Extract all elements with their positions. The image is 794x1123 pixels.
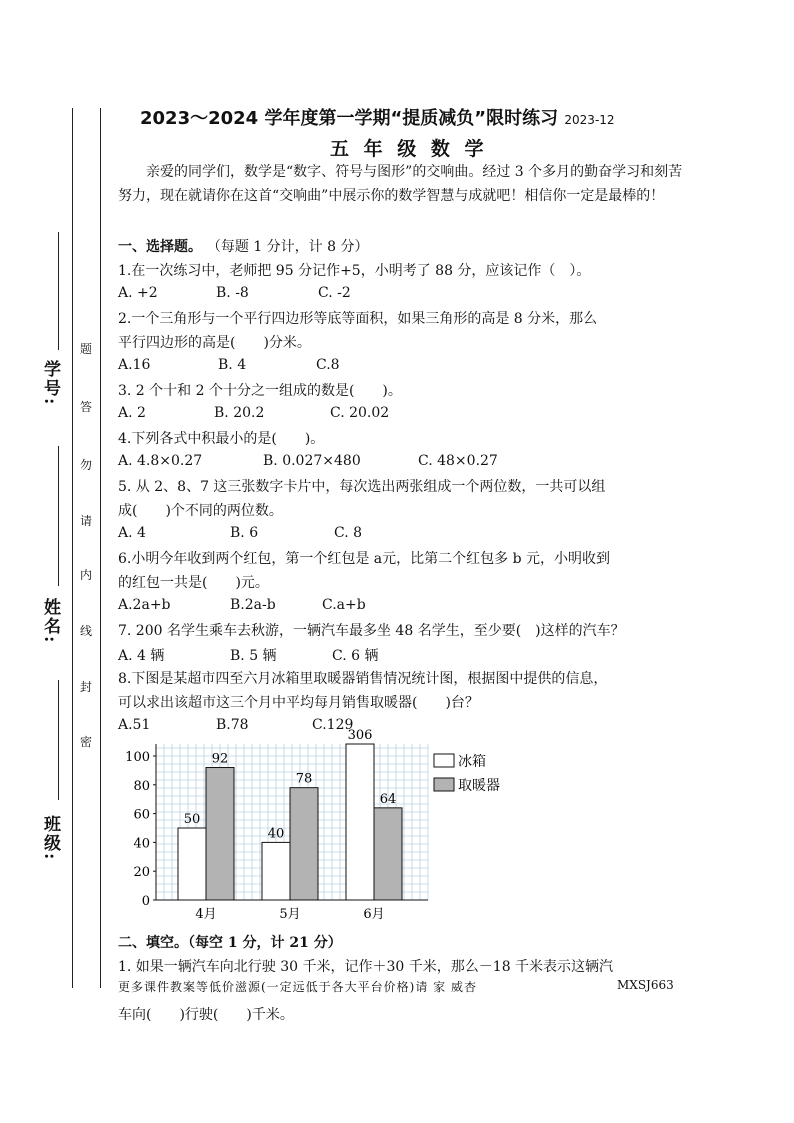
- legend-swatch: [434, 778, 454, 791]
- fill-question-1-line2: 车向( )行驶( )千米。: [118, 1007, 294, 1023]
- section2-title: 二、填空。（每空 1 分，计 21 分）: [118, 935, 342, 951]
- legend-label: 取暖器: [458, 778, 500, 794]
- option: A. 4 辆: [118, 648, 165, 664]
- seal-char: 勿: [80, 458, 93, 472]
- question-7: 7. 200 名学生乘车去秋游，一辆汽车最多坐 48 名学生，至少要( )这样的汽车？: [118, 623, 625, 639]
- y-tick-label: 20: [133, 865, 150, 881]
- seal-char: 封: [80, 680, 93, 694]
- x-tick-label: 5月: [279, 907, 301, 922]
- question-8-line2: 可以求出该超市这三个月中平均每月销售取暖器( )台？: [118, 695, 479, 711]
- binding-line-outer: [72, 108, 73, 988]
- question-8-line1: 8.下图是某超市四至六月冰箱里取暖器销售情况统计图，根据图中提供的信息，: [118, 671, 608, 687]
- binding-line-inner: [100, 108, 101, 988]
- section1-note: （每题 1 分计，计 8 分）: [206, 239, 369, 255]
- question-2-line1: 2.一个三角形与一个平行四边形等底等面积，如果三角形的高是 8 分米，那么: [118, 311, 598, 327]
- bar-heater: [206, 768, 234, 900]
- question-4-options: [118, 453, 498, 469]
- question-1: 1.在一次练习中，老师把 95 分记作+5，小明考了 88 分，应该记作（ ）。: [118, 263, 591, 279]
- option: B. -8: [216, 285, 249, 301]
- question-6-line2: 的红包一共是( )元。: [118, 575, 269, 591]
- seal-char: 请: [80, 514, 93, 528]
- bar-fridge: [346, 744, 374, 900]
- x-tick-label: 4月: [195, 907, 217, 922]
- bar-value-label: 50: [183, 812, 201, 827]
- question-5-line1: 5. 从 2、8、7 这三张数字卡片中，每次选出两张组成一个两位数，一共可以组: [118, 479, 606, 495]
- question-6-line1: 6.小明今年收到两个红包，第一个红包是 a元，比第二个红包多 b 元，小明收到: [118, 551, 611, 567]
- bar-heater: [374, 808, 402, 900]
- section1-header: [118, 236, 369, 256]
- option: B.78: [216, 717, 249, 733]
- question-3: 3. 2 个十和 2 个十分之一组成的数是( )。: [118, 383, 402, 399]
- question-7-options: [118, 645, 378, 665]
- seal-char: 线: [80, 624, 93, 638]
- name-underline: [58, 446, 59, 586]
- section1-title: 一、选择题。: [118, 239, 202, 255]
- question-2-line2: 平行四边形的高是( )分米。: [118, 335, 311, 351]
- option: C. 20.02: [330, 405, 390, 421]
- bar-value-label: 306: [347, 728, 373, 743]
- bar-value-label: 78: [295, 771, 313, 787]
- bar-value-label: 40: [267, 826, 285, 842]
- question-3-options: [118, 405, 389, 421]
- option: A.16: [118, 357, 151, 373]
- seal-char: 答: [80, 400, 93, 414]
- exam-subject: 五 年 级 数 学: [330, 138, 488, 160]
- option: C. 6 辆: [332, 648, 379, 664]
- option: B. 6: [230, 525, 259, 541]
- option: A. 4: [118, 525, 146, 541]
- option: B. 20.2: [214, 405, 265, 421]
- bar-value-label: 92: [211, 751, 229, 767]
- exam-title-text: 2023～2024 学年度第一学期“提质减负”限时练习: [140, 108, 559, 129]
- option: A. +2: [118, 285, 158, 301]
- sales-bar-chart: [118, 728, 518, 927]
- question-6-options: [118, 597, 366, 613]
- seal-char: 密: [80, 735, 93, 749]
- option: C.8: [316, 357, 340, 373]
- exam-title: [140, 104, 615, 130]
- question-5-options: [118, 525, 362, 541]
- option: C. -2: [318, 285, 351, 301]
- bar-heater: [290, 788, 318, 900]
- option: A. 2: [118, 405, 146, 421]
- y-tick-label: 0: [141, 894, 150, 909]
- student-no-label: 学号:: [40, 360, 60, 407]
- option: C.129: [312, 717, 354, 733]
- option: C. 8: [334, 525, 363, 541]
- legend-label: 冰箱: [458, 754, 486, 770]
- class-label: 班级:: [40, 815, 60, 862]
- option: B. 4: [218, 357, 247, 373]
- bar-fridge: [178, 828, 206, 900]
- question-4: 4.下列各式中积最小的是( )。: [118, 431, 325, 447]
- question-5-line2: 成( )个不同的两位数。: [118, 503, 283, 519]
- fill-question-1-line1: 1. 如果一辆汽车向北行驶 30 千米，记作＋30 千米，那么－18 千米表示这辆汽: [118, 959, 614, 975]
- option: C.a+b: [322, 597, 366, 613]
- intro-paragraph: 亲爱的同学们，数学是“数字、符号与图形”的交响曲。经过 3 个多月的勤奋学习和刻苦努力，现在就请你在这首“交响曲”中展示你的数学智慧与成就吧！相信你一定是最棒的！: [118, 164, 683, 204]
- seal-char: 题: [80, 342, 93, 356]
- option: C. 48×0.27: [418, 453, 498, 469]
- class-underline: [58, 680, 59, 800]
- seal-char: 内: [80, 568, 93, 582]
- x-tick-label: 6月: [363, 907, 385, 922]
- y-tick-label: 80: [133, 778, 150, 794]
- bar-value-label: 64: [379, 791, 397, 807]
- option: B. 0.027×480: [263, 453, 361, 469]
- y-tick-label: 40: [133, 836, 150, 852]
- question-2-options: [118, 357, 340, 373]
- legend-swatch: [434, 754, 454, 767]
- footer-code: MXSJ663: [617, 978, 674, 992]
- question-8-options: [118, 717, 353, 733]
- bar-fridge: [262, 842, 290, 900]
- y-tick-label: 60: [133, 807, 150, 823]
- student-no-underline: [58, 232, 59, 350]
- y-tick-label: 100: [125, 750, 150, 765]
- option: A.2a+b: [118, 597, 171, 613]
- option: A.51: [118, 717, 151, 733]
- option: B. 5 辆: [230, 648, 277, 664]
- option: B.2a-b: [230, 597, 276, 613]
- footer-note: 更多课件教案等低价滋源(一定远低于各大平台价格)请 家 威杏: [118, 980, 477, 994]
- option: A. 4.8×0.27: [118, 453, 203, 469]
- question-1-options: [118, 285, 351, 301]
- name-label: 姓名:: [40, 598, 60, 645]
- exam-date: 2023-12: [564, 113, 615, 127]
